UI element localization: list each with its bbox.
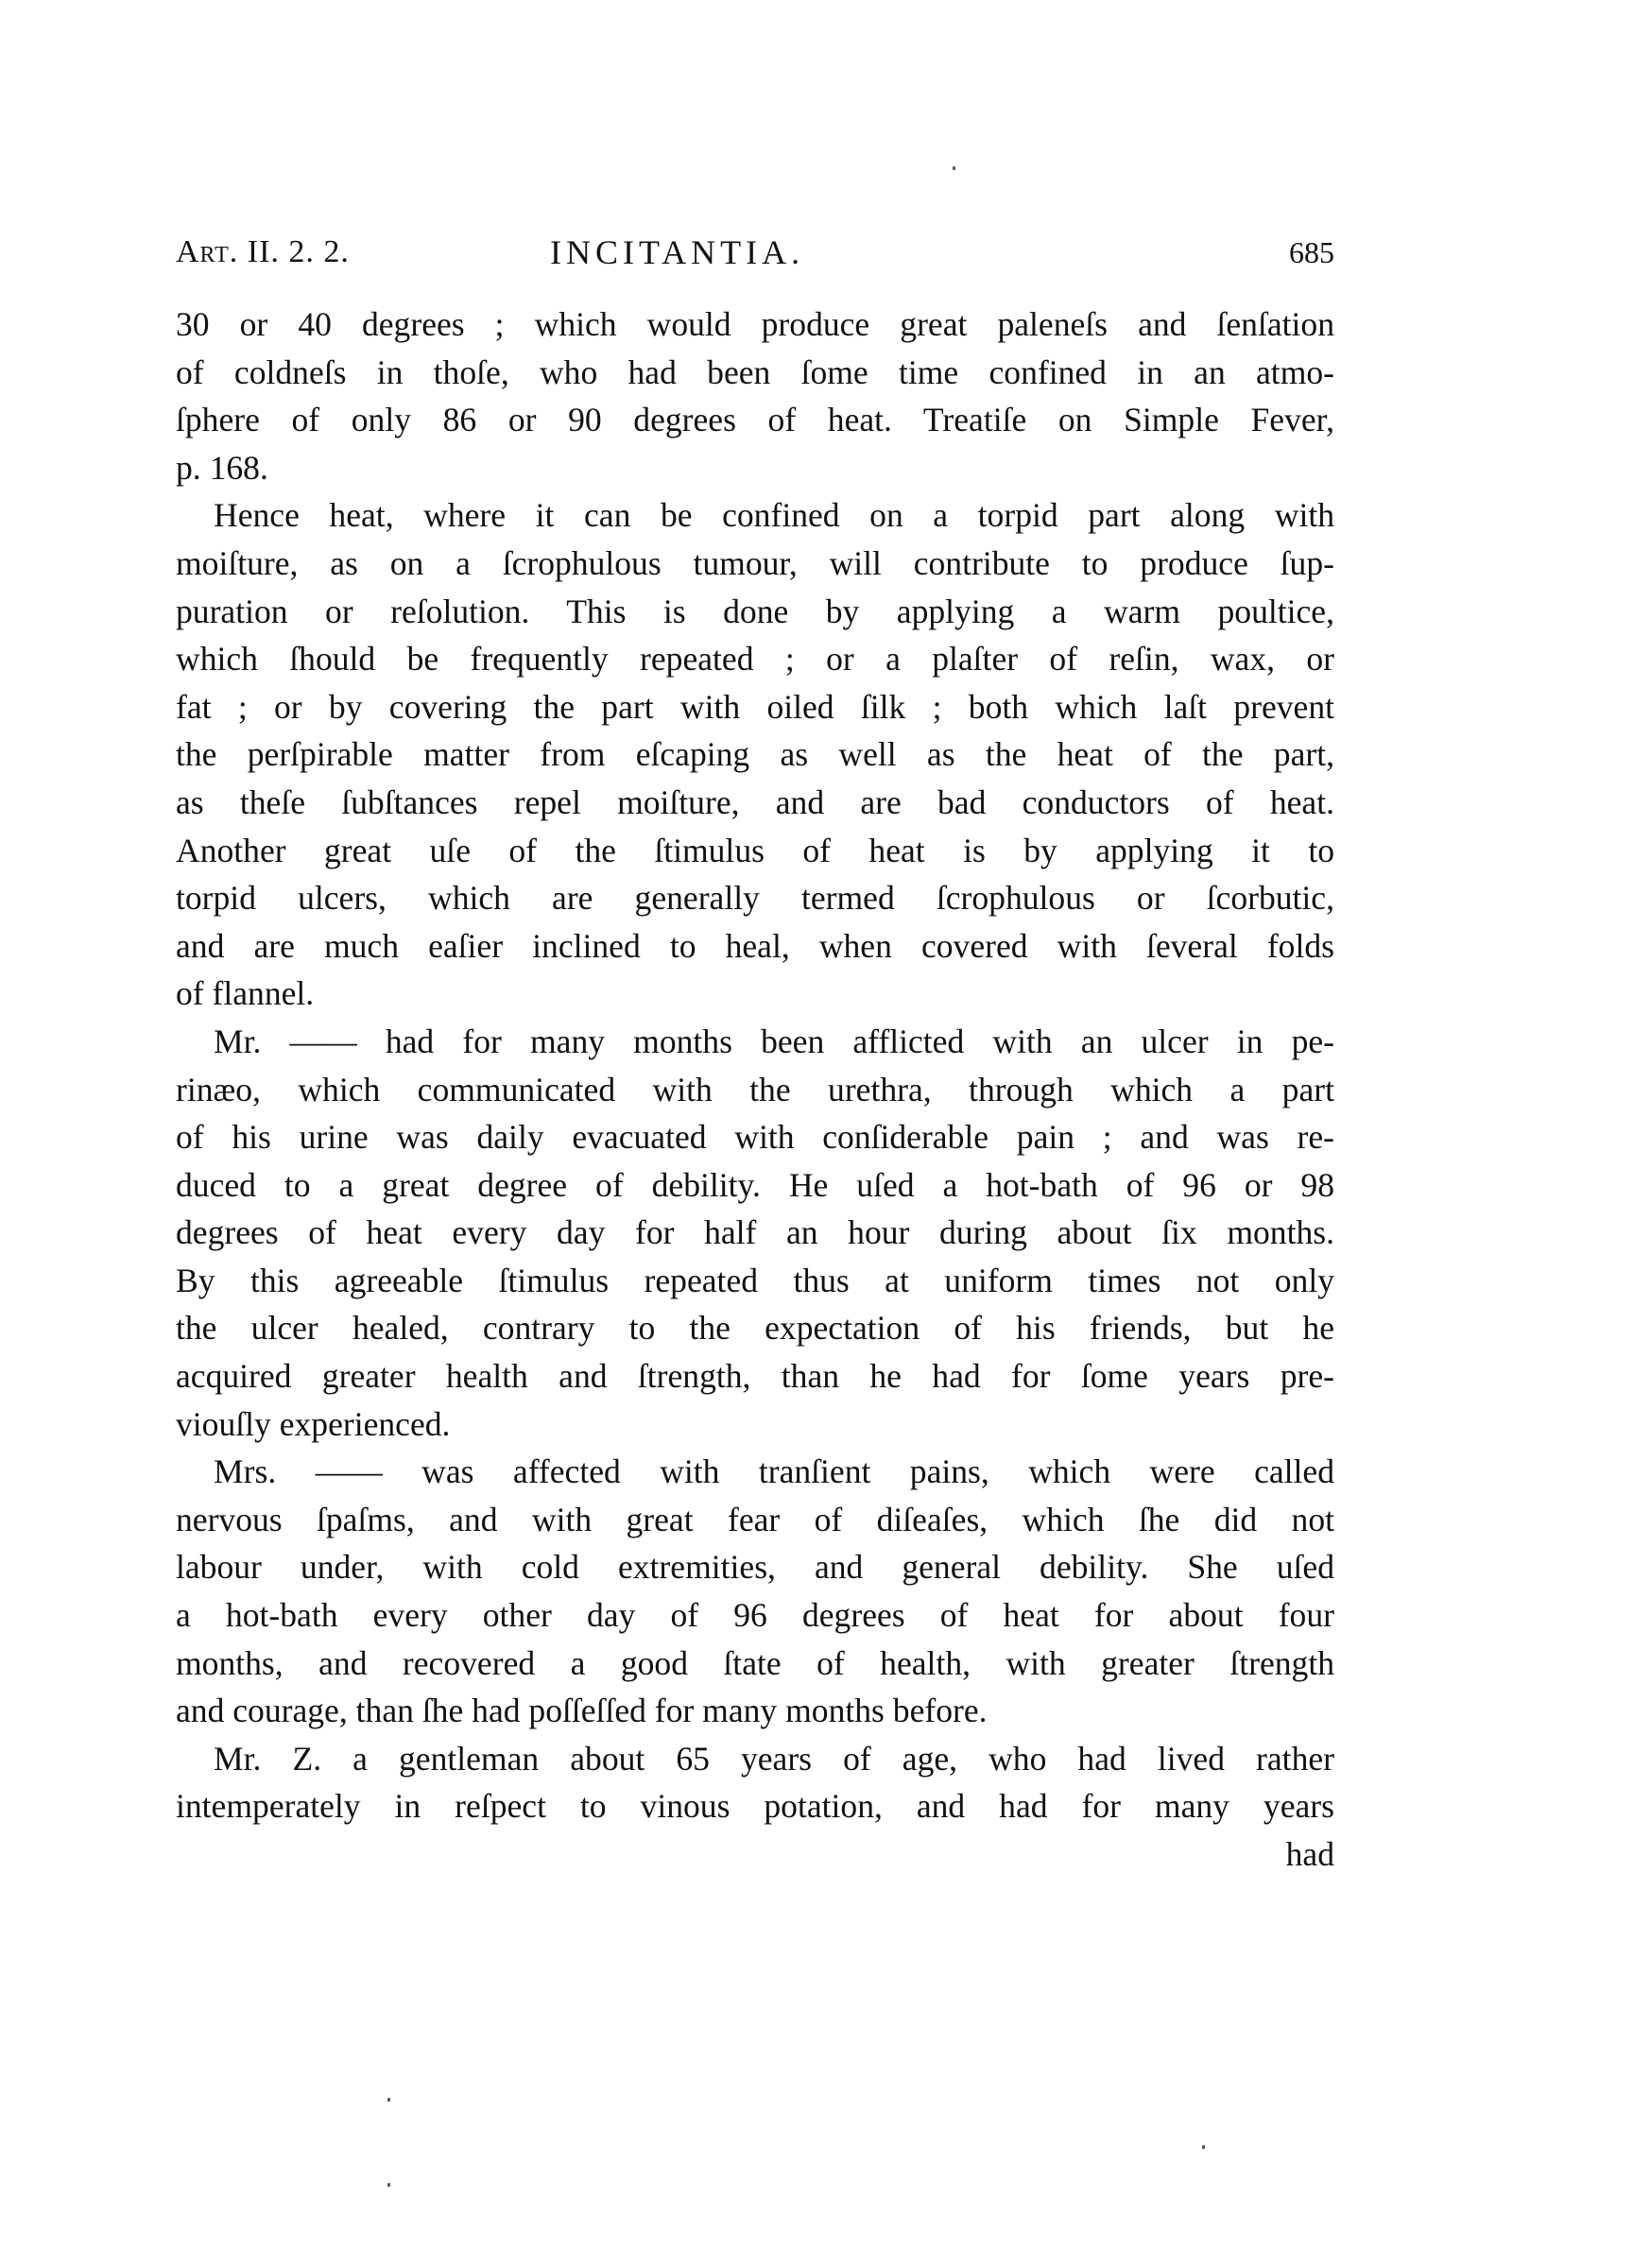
text-line: the perſpirable matter from eſcaping as well as the heat of the part, bbox=[176, 735, 1334, 774]
text-line: viouſly experienced. bbox=[176, 1404, 451, 1443]
text-line: duced to a great degree of debility. He uſed a hot-bath of 96 or 98 bbox=[176, 1165, 1334, 1204]
text-line: acquired greater health and ſtrength, than he had for ſome years pre- bbox=[176, 1357, 1334, 1396]
text-line: Mr. —— had for many months been afflicted with an ulcer in pe- bbox=[214, 1022, 1334, 1060]
text-line: intemperately in reſpect to vinous potation, and had for many years bbox=[176, 1787, 1334, 1826]
scan-speck bbox=[1202, 2145, 1205, 2149]
text-line: and courage, than ſhe had poſſeſſed for many months before. bbox=[176, 1692, 988, 1730]
text-line: of his urine was daily evacuated with conſiderable pain ; and was re- bbox=[176, 1118, 1334, 1157]
text-line: Mr. Z. a gentleman about 65 years of age, who had lived rather bbox=[214, 1739, 1334, 1778]
scan-speck bbox=[387, 2098, 390, 2102]
text-line: fat ; or by covering the part with oiled ſilk ; both which laſt prevent bbox=[176, 687, 1334, 726]
text-line: ſphere of only 86 or 90 degrees of heat. Treatiſe on Simple Fever, bbox=[176, 401, 1334, 439]
text-line: as theſe ſubſtances repel moiſture, and are bad conductors of heat. bbox=[176, 782, 1334, 821]
text-line: p. 168. bbox=[176, 448, 268, 487]
paragraph bbox=[176, 1018, 1334, 1448]
text-line: a hot-bath every other day of 96 degrees of heat for about four bbox=[176, 1596, 1334, 1635]
paragraph bbox=[176, 1735, 1334, 1830]
text-line: of flannel. bbox=[176, 974, 315, 1013]
text-line: labour under, with cold extremities, and general debility. She uſed bbox=[176, 1548, 1334, 1587]
text-line: of coldneſs in thoſe, who had been ſome time confined in an atmo- bbox=[176, 352, 1334, 391]
text-line: which ſhould be frequently repeated ; or a plaſter of reſin, wax, or bbox=[176, 640, 1334, 679]
text-line: Another great uſe of the ſtimulus of heat is by applying it to bbox=[176, 831, 1334, 869]
catchword: had bbox=[1285, 1835, 1334, 1873]
section-reference: Art. II. 2. 2. bbox=[176, 234, 350, 269]
body-text bbox=[176, 301, 1334, 1879]
paragraph bbox=[176, 1448, 1334, 1735]
text-line: moiſture, as on a ſcrophulous tumour, will contribute to produce ſup- bbox=[176, 543, 1334, 582]
text-line: degrees of heat every day for half an hour during about ſix months. bbox=[176, 1213, 1334, 1252]
scan-speck bbox=[953, 166, 955, 170]
text-line: the ulcer healed, contrary to the expectation of his friends, but he bbox=[176, 1309, 1334, 1348]
page-number: 685 bbox=[1289, 235, 1334, 269]
text-line: By this agreeable ſtimulus repeated thus at uniform times not only bbox=[176, 1261, 1334, 1299]
text-line: puration or reſolution. This is done by applying a warm poultice, bbox=[176, 592, 1334, 630]
text-line: and are much eaſier inclined to heal, when covered with ſeveral folds bbox=[176, 926, 1334, 965]
paragraph bbox=[176, 491, 1334, 1018]
text-line: Mrs. —— was affected with tranſient pains, which were called bbox=[214, 1452, 1334, 1491]
text-line: torpid ulcers, which are generally termed ſcrophulous or ſcorbutic, bbox=[176, 879, 1334, 918]
text-line: nervous ſpaſms, and with great fear of diſeaſes, which ſhe did not bbox=[176, 1500, 1334, 1538]
scan-speck bbox=[387, 2183, 390, 2187]
text-line: months, and recovered a good ſtate of health, with greater ſtrength bbox=[176, 1643, 1334, 1682]
page-title: INCITANTIA. bbox=[550, 233, 805, 271]
paragraph bbox=[176, 301, 1334, 491]
text-line: rinæo, which communicated with the urethra, through which a part bbox=[176, 1070, 1334, 1108]
text-line: Hence heat, where it can be confined on a torpid part along with bbox=[214, 496, 1334, 535]
text-line: 30 or 40 degrees ; which would produce great paleneſs and ſenſation bbox=[176, 305, 1334, 343]
running-head bbox=[176, 229, 1334, 276]
